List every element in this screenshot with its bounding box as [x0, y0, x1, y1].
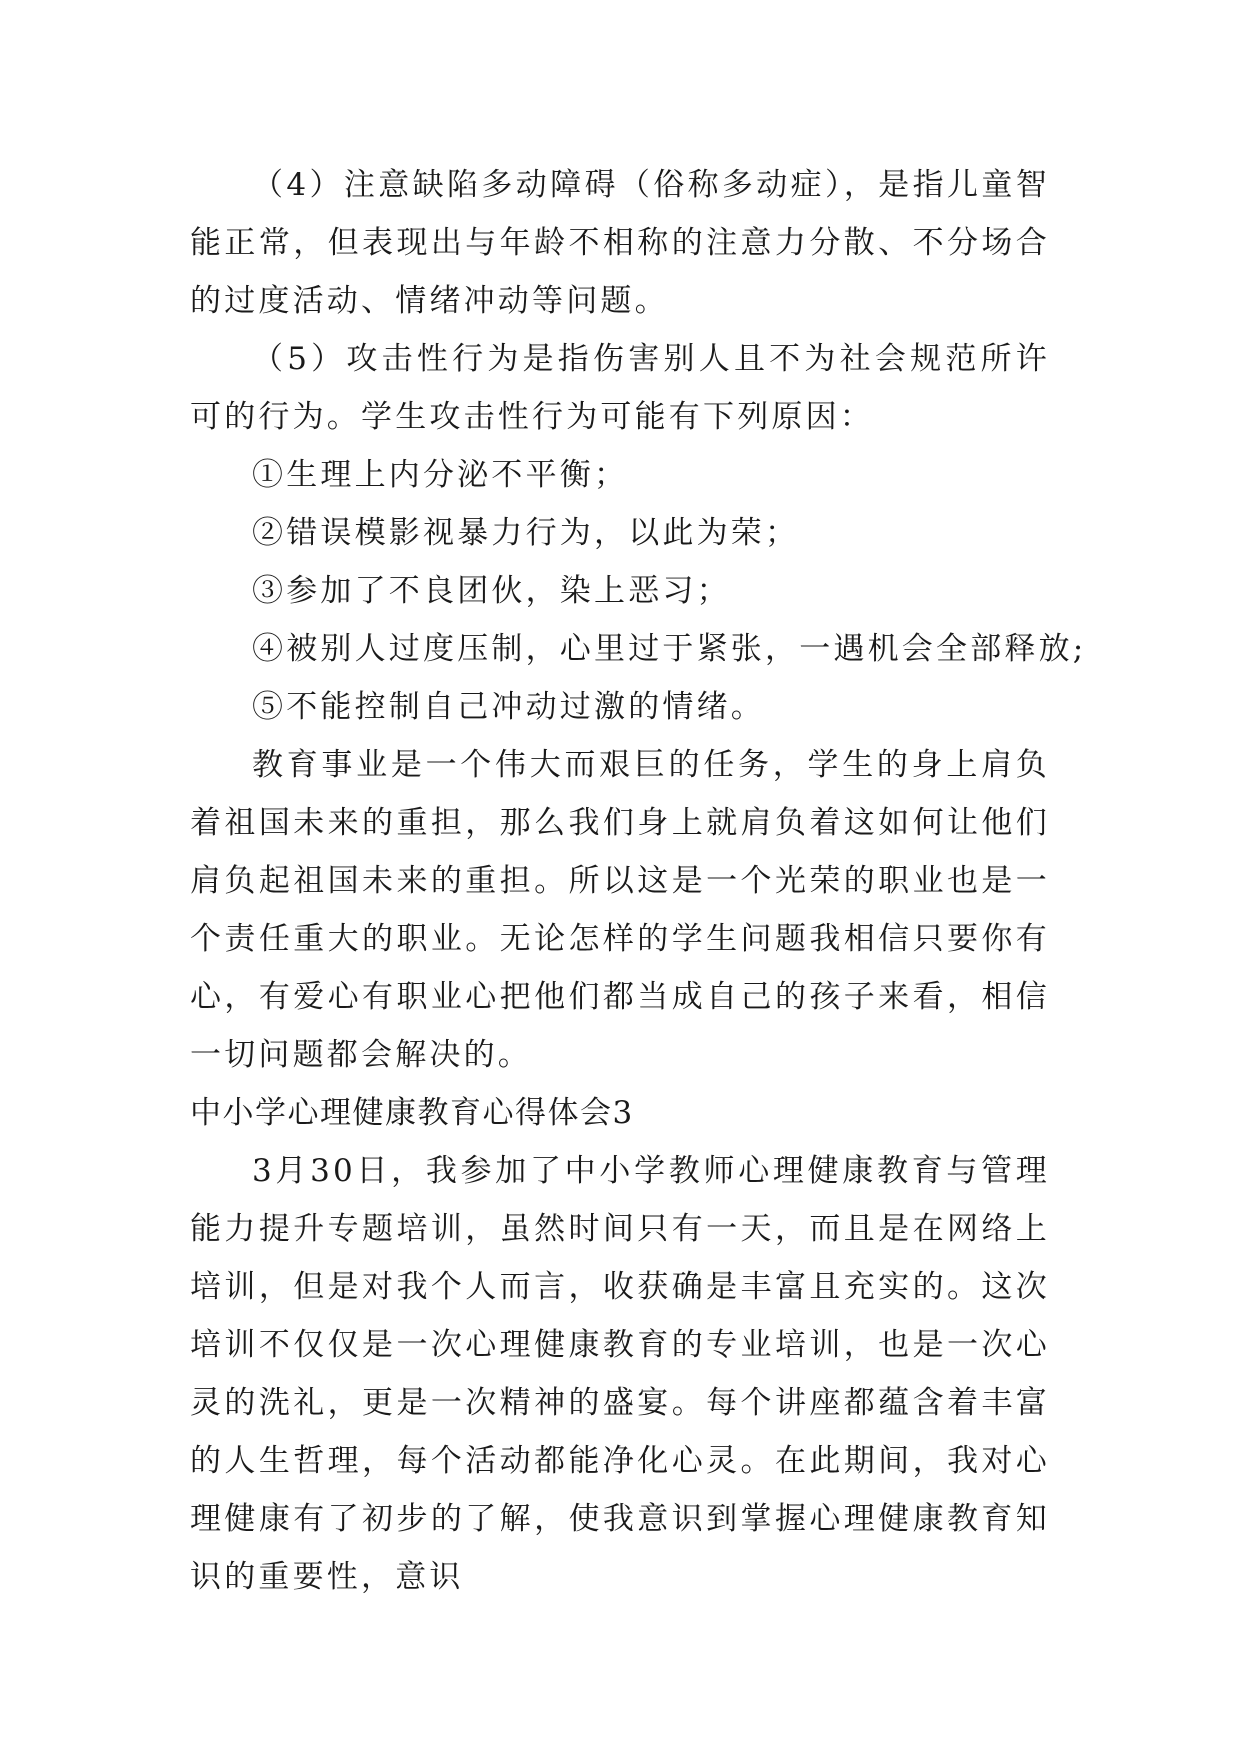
- list-item: ②错误模影视暴力行为，以此为荣；: [252, 515, 800, 551]
- list-item: ③参加了不良团伙，染上恶习；: [252, 573, 731, 609]
- paragraph-training: 3月30日，我参加了中小学教师心理健康教育与管理能力提升专题培训，虽然时间只有一天，而且是在网络上培训，但是对我个人而言，收获确是丰富且充实的。这次培训不仅仅是一次心理健康教育的专业培训，也是一次心灵的洗礼，更是一次精神的盛宴。每个讲座都蕴含着丰富的人生哲理，每个活动都能净化心灵。在此期间，我对心理健康有了初步的了解，使我意识到掌握心理健康教育知识的重要性，意识: [190, 1153, 1050, 1595]
- paragraph-adhd: （4）注意缺陷多动障碍（俗称多动症），是指儿童智能正常，但表现出与年龄不相称的注意力分散、不分场合的过度活动、情绪冲动等问题。: [190, 167, 1050, 319]
- section-heading: 中小学心理健康教育心得体会3: [190, 1095, 634, 1131]
- paragraph-aggressive-behavior: （5）攻击性行为是指伤害别人且不为社会规范所许可的行为。学生攻击性行为可能有下列原因：: [190, 341, 1050, 435]
- paragraph-conclusion: 教育事业是一个伟大而艰巨的任务，学生的身上肩负着祖国未来的重担，那么我们身上就肩负着这如何让他们肩负起祖国未来的重担。所以这是一个光荣的职业也是一个责任重大的职业。无论怎样的学生问题我相信只要你有心，有爱心有职业心把他们都当成自己的孩子来看，相信一切问题都会解决的。: [190, 747, 1050, 1073]
- document-body: [190, 156, 1087, 1606]
- list-item: ④被别人过度压制，心里过于紧张，一遇机会全部释放;: [252, 631, 1087, 667]
- list-item: ①生理上内分泌不平衡；: [252, 457, 629, 493]
- list-item: ⑤不能控制自己冲动过激的情绪。: [252, 689, 765, 725]
